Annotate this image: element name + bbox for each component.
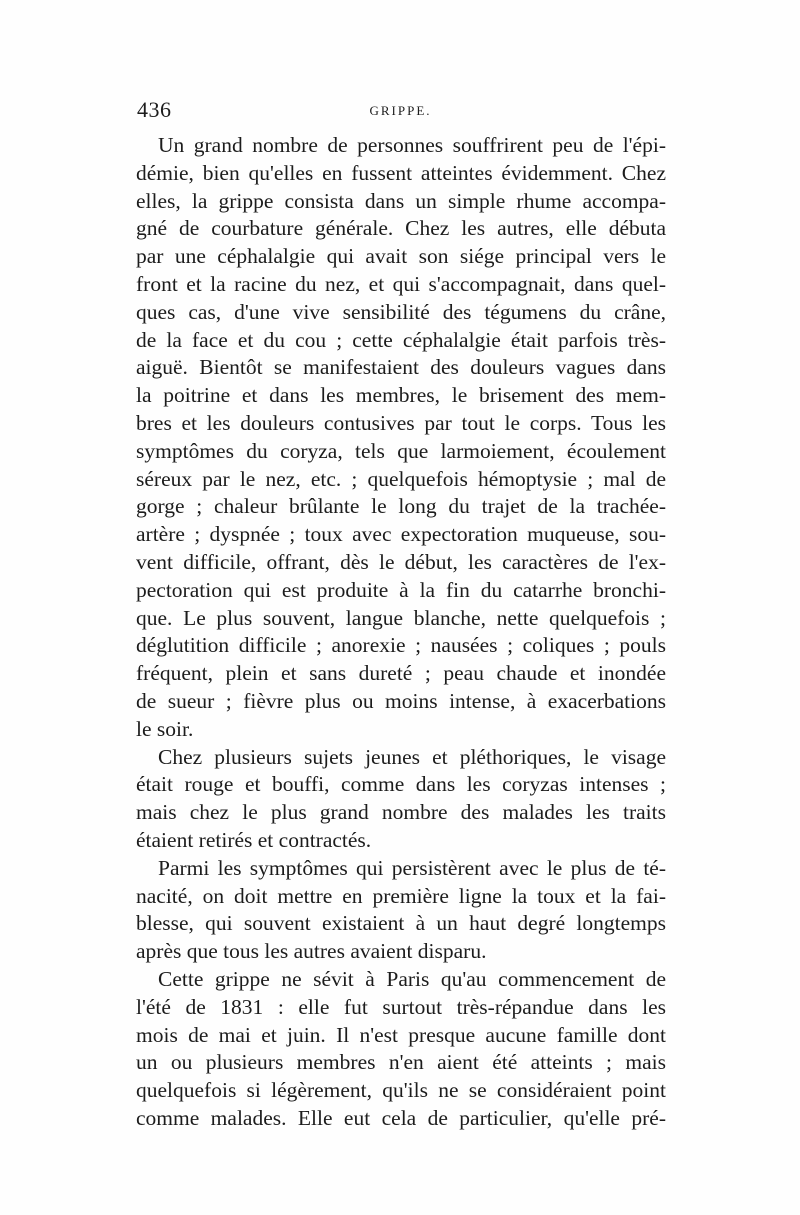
text-line: pectoration qui est produite à la fin du catarrhe bronchi-	[136, 577, 666, 602]
text-line: Cette grippe ne sévit à Paris qu'au commencement de	[158, 966, 666, 991]
text-line: déglutition difficile ; anorexie ; nausées ; coliques ; pouls	[136, 633, 666, 658]
text-line: mois de mai et juin. Il n'est presque aucune famille dont	[136, 1022, 666, 1047]
running-head: GRIPPE.	[369, 103, 432, 118]
text-line: de la face et du cou ; cette céphalalgie était parfois très-	[136, 327, 666, 352]
text-line: symptômes du coryza, tels que larmoiement, écoulement	[136, 438, 666, 463]
text-line: nacité, on doit mettre en première ligne la toux et la fai-	[136, 883, 666, 908]
text-line: mais chez le plus grand nombre des malades les traits	[136, 800, 666, 825]
text-line: artère ; dyspnée ; toux avec expectoration muqueuse, sou-	[136, 522, 666, 547]
text-line: séreux par le nez, etc. ; quelquefois hémoptysie ; mal de	[136, 466, 666, 491]
text-line: vent difficile, offrant, dès le début, les caractères de l'ex-	[136, 549, 666, 574]
text-line: Un grand nombre de personnes souffrirent peu de l'épi-	[158, 133, 666, 157]
text-line: que. Le plus souvent, langue blanche, nette quelquefois ;	[136, 605, 666, 630]
text-line: était rouge et bouffi, comme dans les coryzas intenses ;	[136, 772, 666, 797]
text-line: aiguë. Bientôt se manifestaient des douleurs vagues dans	[136, 355, 666, 380]
text-line: l'été de 1831 : elle fut surtout très-répandue dans les	[136, 994, 666, 1019]
text-line: front et la racine du nez, et qui s'accompagnait, dans quel-	[136, 271, 666, 296]
text-line: après que tous les autres avaient disparu.	[136, 939, 487, 964]
text-line: gné de courbature générale. Chez les autres, elle débuta	[136, 216, 666, 241]
text-line: quelquefois si légèrement, qu'ils ne se considéraient point	[136, 1078, 666, 1103]
page-header	[137, 97, 664, 127]
text-line: gorge ; chaleur brûlante le long du trajet de la trachée-	[136, 494, 666, 519]
text-line: Parmi les symptômes qui persistèrent avec le plus de té-	[158, 855, 666, 880]
text-line: par une céphalalgie qui avait son siége principal vers le	[136, 244, 666, 269]
text-line: un ou plusieurs membres n'en aient été atteints ; mais	[136, 1050, 666, 1075]
text-line: ques cas, d'une vive sensibilité des tégumens du crâne,	[136, 299, 666, 324]
text-line: elles, la grippe consista dans un simple rhume accompa-	[136, 188, 666, 213]
text-line: blesse, qui souvent existaient à un haut degré longtemps	[136, 911, 666, 936]
text-line: démie, bien qu'elles en fussent atteintes évidemment. Chez	[136, 160, 666, 185]
text-line: fréquent, plein et sans dureté ; peau chaude et inondée	[136, 661, 666, 686]
text-line: comme malades. Elle eut cela de particulier, qu'elle pré-	[136, 1105, 666, 1130]
page-number: 436	[137, 97, 172, 122]
text-line: Chez plusieurs sujets jeunes et pléthoriques, le visage	[158, 744, 666, 769]
text-line: la poitrine et dans les membres, le brisement des mem-	[136, 383, 666, 408]
text-line: de sueur ; fièvre plus ou moins intense, à exacerbations	[136, 688, 666, 713]
text-line: étaient retirés et contractés.	[136, 827, 372, 852]
text-line: le soir.	[136, 716, 194, 741]
body-text	[136, 132, 666, 1133]
text-line: bres et les douleurs contusives par tout le corps. Tous les	[136, 410, 666, 435]
